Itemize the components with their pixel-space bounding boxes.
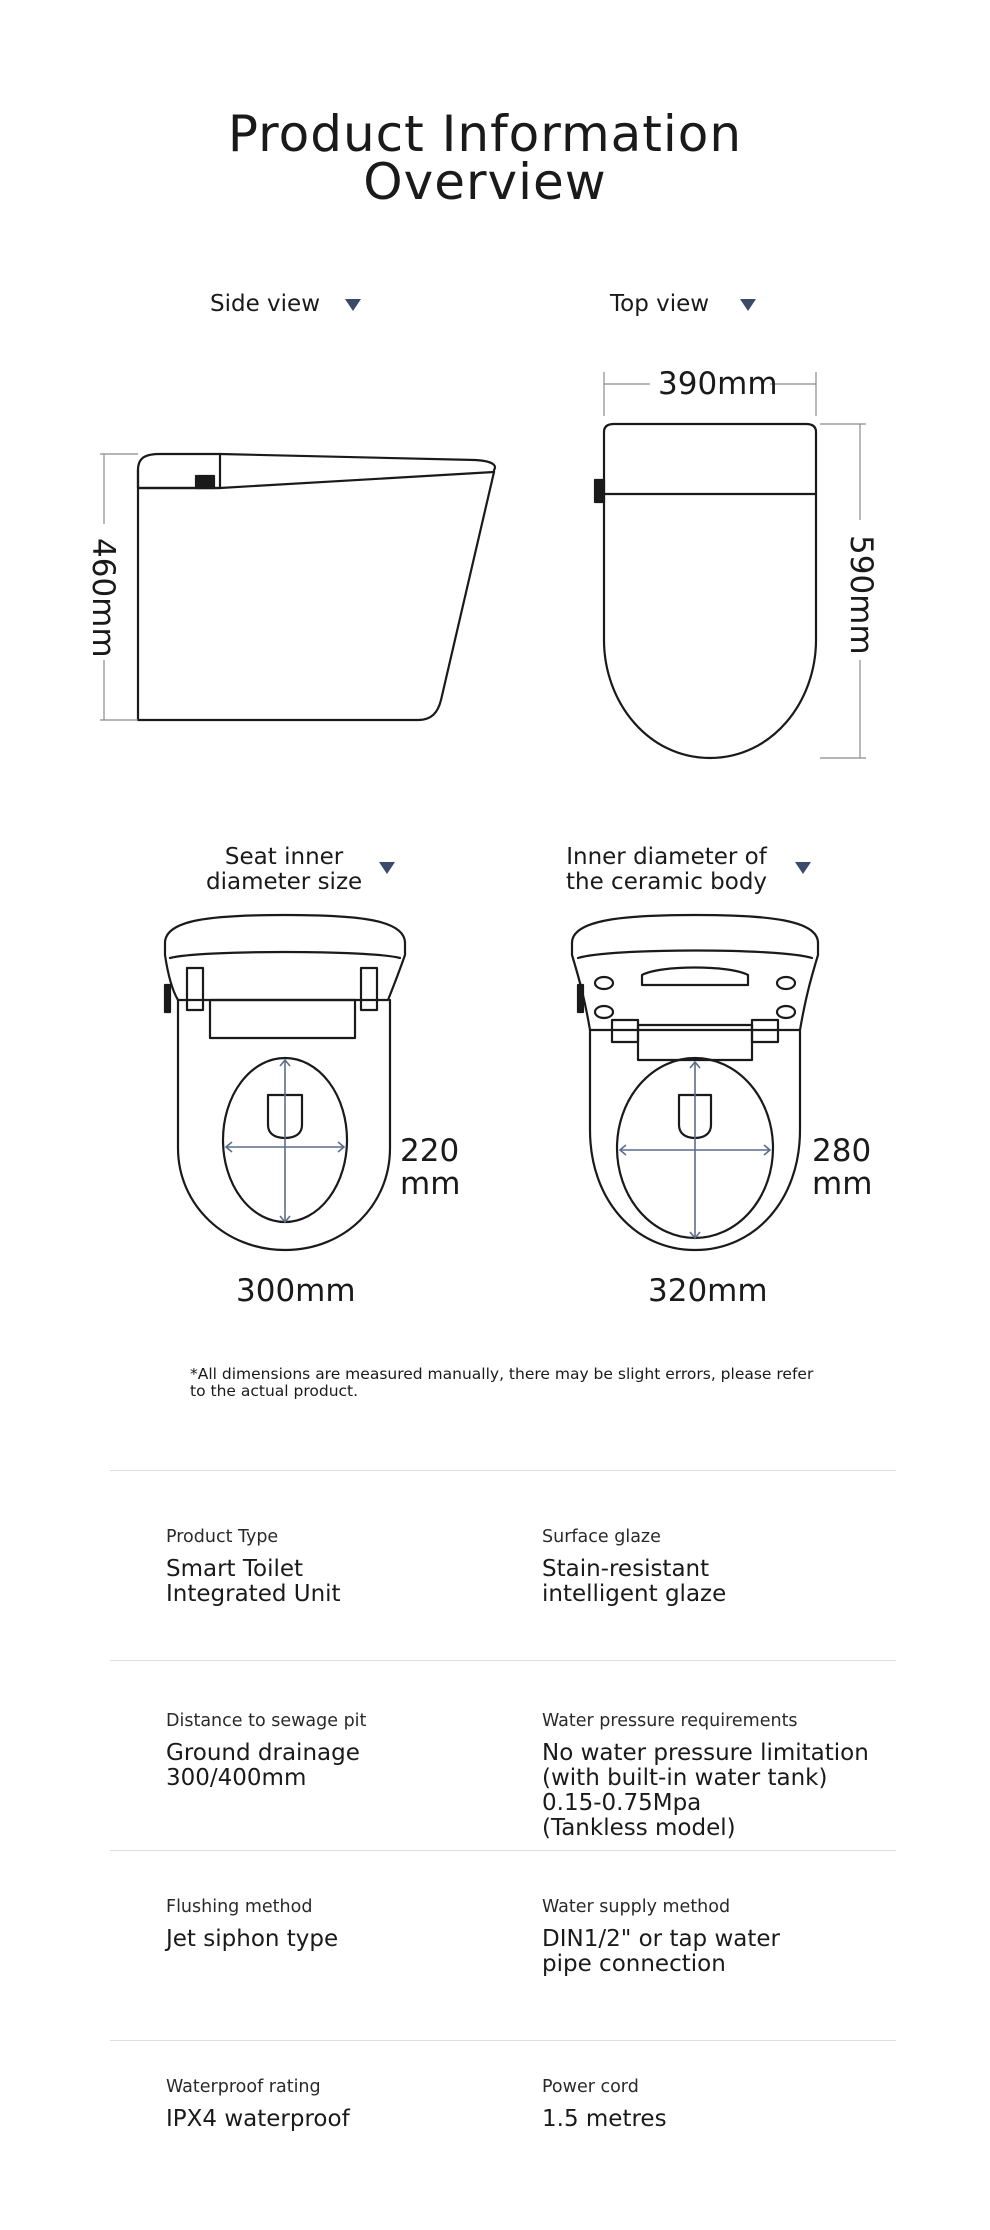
spec-label-water-supply: Water supply method [542, 1897, 731, 1917]
spec-label-power-cord: Power cord [542, 2077, 639, 2097]
ceramic-depth-value: 280 [812, 1133, 872, 1169]
divider [110, 1470, 896, 1471]
spec-label-sewage-distance: Distance to sewage pit [166, 1711, 367, 1731]
spec-value-waterproof-rating: IPX4 waterproof [166, 2106, 350, 2132]
ceramic-depth-unit: mm [812, 1166, 873, 1202]
spec-value-surface-glaze: Stain-resistant intelligent glaze [542, 1556, 727, 1607]
side-view-drawing [138, 454, 495, 720]
divider [110, 1660, 896, 1661]
ceramic-depth-dimension [812, 1135, 872, 1201]
ceramic-label-line-2: the ceramic body [566, 869, 768, 895]
spec-label-water-pressure: Water pressure requirements [542, 1711, 798, 1731]
top-view-drawing [595, 424, 816, 758]
spec-label-surface-glaze: Surface glaze [542, 1527, 661, 1547]
seat-depth-unit: mm [400, 1166, 461, 1202]
side-height-dimension: 460mm [85, 538, 121, 658]
dimension-footnote: *All dimensions are measured manually, there may be slight errors, please refer to the actual product. [190, 1365, 814, 1400]
divider [110, 1850, 896, 1851]
ceramic-width-dimension: 320mm [648, 1273, 768, 1309]
seat-label-line-2: diameter size [206, 869, 363, 895]
seat-depth-value: 220 [400, 1133, 460, 1169]
spec-label-flushing-method: Flushing method [166, 1897, 313, 1917]
spec-value-power-cord: 1.5 metres [542, 2106, 667, 2132]
spec-value-water-pressure: No water pressure limitation (with built-in water tank) 0.15-0.75Mpa (Tankless model) [542, 1740, 869, 1841]
spec-label-product-type: Product Type [166, 1527, 279, 1547]
spec-label-waterproof-rating: Waterproof rating [166, 2077, 321, 2097]
top-view-text: Top view [610, 291, 710, 317]
title-line-2: Overview [363, 153, 607, 211]
divider [110, 2040, 896, 2041]
inner-dimension-arrows [226, 1060, 770, 1238]
top-length-dimension: 590mm [843, 535, 879, 655]
spec-value-sewage-distance: Ground drainage 300/400mm [166, 1740, 360, 1791]
title-line-1: Product Information [227, 105, 743, 163]
side-view-text: Side view [210, 291, 321, 317]
top-width-dimension: 390mm [658, 366, 778, 402]
seat-width-dimension: 300mm [236, 1273, 356, 1309]
spec-value-product-type: Smart Toilet Integrated Unit [166, 1556, 341, 1607]
seat-depth-dimension [400, 1135, 460, 1201]
seat-label-line-1: Seat inner [224, 844, 344, 870]
spec-value-flushing-method: Jet siphon type [166, 1926, 339, 1952]
ceramic-label-line-1: Inner diameter of [566, 844, 767, 870]
spec-value-water-supply: DIN1/2" or tap water pipe connection [542, 1926, 780, 1977]
